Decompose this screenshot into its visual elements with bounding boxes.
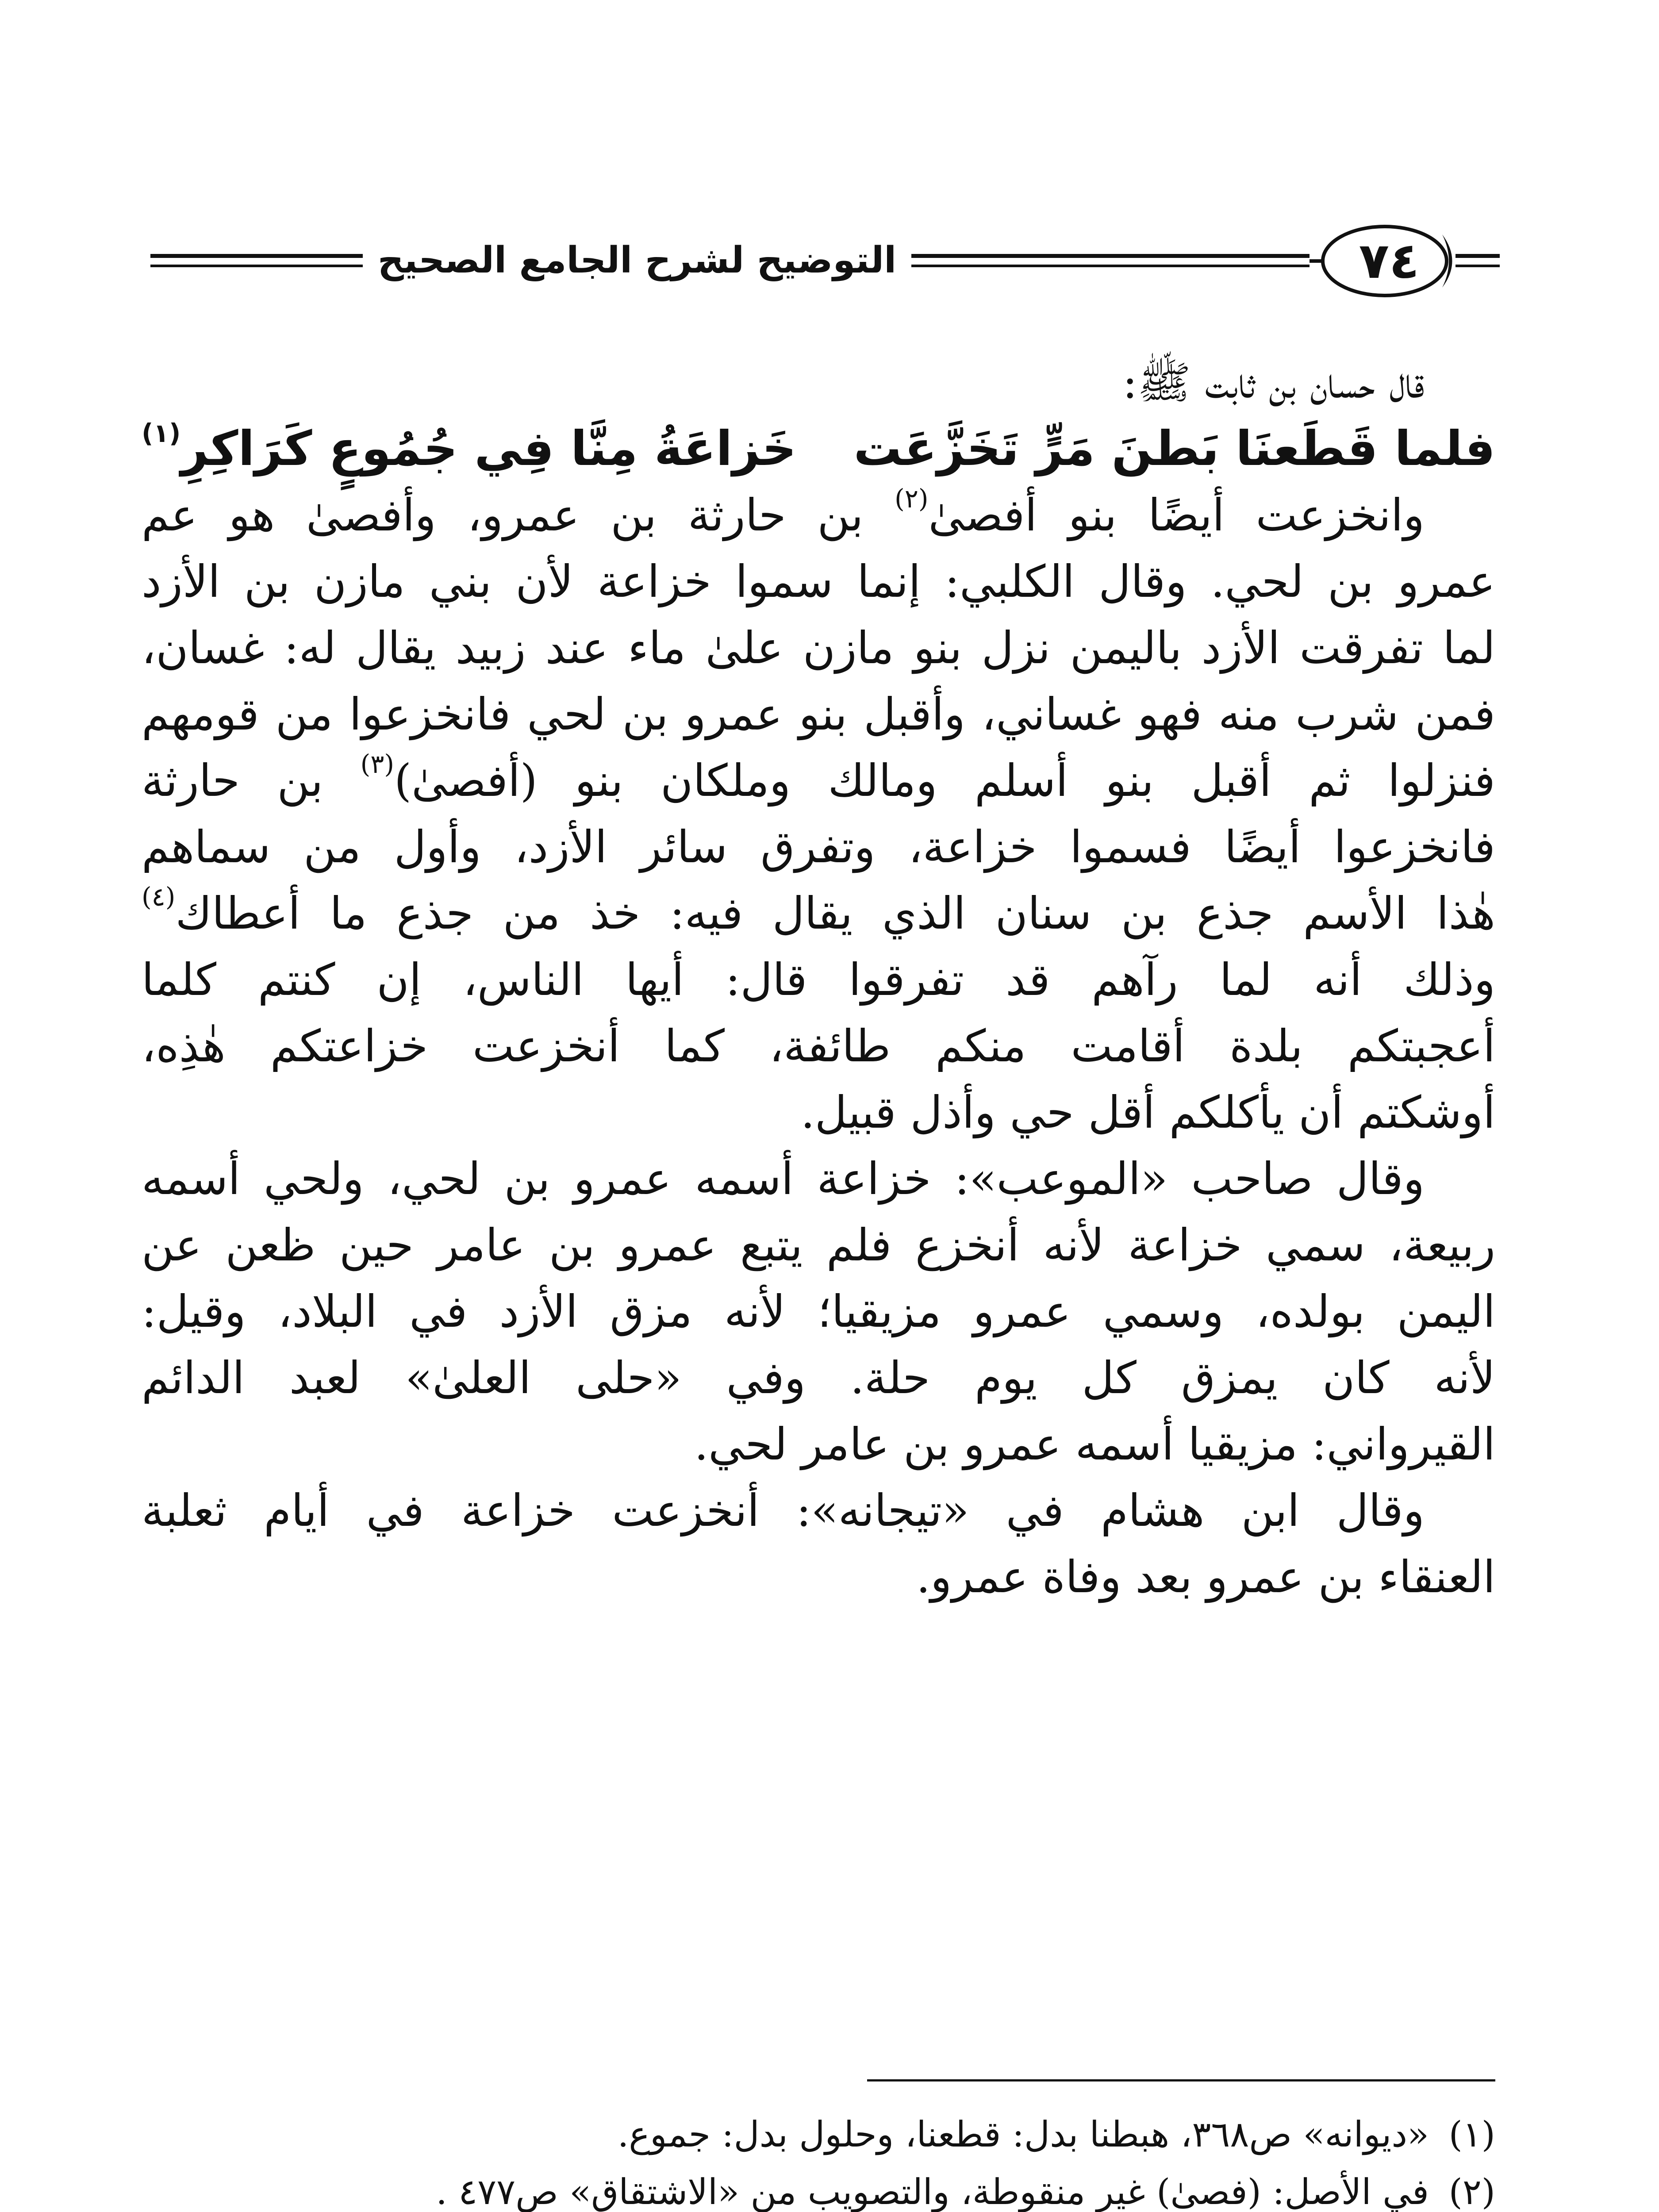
- paragraph-line: العنقاء بن عمرو بعد وفاة عمرو.: [916, 1551, 1495, 1603]
- paragraph-line: [142, 482, 1495, 549]
- paragraph-line: وقال صاحب «الموعب»: خزاعة أسمه عمرو بن لحي، ولحي أسمه: [142, 1153, 1425, 1205]
- paragraph-line: وذلك أنه لما رآهم قد تفرقوا قال: أيها الناس، إن كنتم كلما: [142, 954, 1495, 1006]
- paragraph-line: [142, 880, 1495, 947]
- paragraph-line: عمرو بن لحي. وقال الكلبي: إنما سموا خزاعة لأن بني مازن بن الأزد: [142, 556, 1495, 607]
- verse-second-hemistich-text: خَزاعَةُ مِنَّا فِي جُمُوعٍ كَرَاكِرِ: [180, 421, 797, 476]
- footnote-item: [142, 2106, 1495, 2163]
- footnote-number: (١): [1448, 2114, 1495, 2155]
- paragraph-line: فانخزعوا أيضًا فسموا خزاعة، وتفرق سائر الأزد، وأول من سماهم: [142, 821, 1495, 873]
- poetry-verse: [142, 416, 1495, 482]
- paragraph-line: ربيعة، سمي خزاعة لأنه أنخزع فلم يتبع عمرو بن عامر حين ظعن عن: [142, 1219, 1495, 1271]
- page-header: [133, 208, 1500, 314]
- text-run: هٰذا الأسم جذع بن سنان الذي يقال فيه: خذ من جذع ما أعطاك: [175, 887, 1495, 939]
- verse-intro: قال حسان بن ثابت ﷺ:: [1122, 357, 1425, 408]
- text-run: بن حارثة بن عمرو، وأفصىٰ هو عم: [142, 489, 895, 541]
- verse-first-hemistich: فلما قَطَعنَا بَطنَ مَرٍّ تَخَزَّعَت: [853, 421, 1495, 476]
- footnote-ref: (٣): [360, 749, 395, 779]
- verse-second-hemistich: [142, 416, 796, 482]
- text-run: وانخزعت أيضًا بنو أفصىٰ: [928, 489, 1425, 541]
- page-number: ٧٤: [1359, 232, 1420, 290]
- text-run: بن حارثة: [142, 755, 361, 806]
- paragraph-line: وقال ابن هشام في «تيجانه»: أنخزعت خزاعة في أيام ثعلبة: [142, 1485, 1425, 1536]
- text-run: فنزلوا ثم أقبل بنو أسلم ومالك وملكان بنو (أفصىٰ): [394, 755, 1495, 806]
- footnote-ref: (١): [142, 418, 181, 448]
- running-title: التوضيح لشرح الجامع الصحيح: [377, 239, 897, 281]
- footnote-divider: [867, 2079, 1495, 2081]
- header-rule-left-thin: [150, 265, 363, 267]
- paragraph-line: أوشكتم أن يأكلكم أقل حي وأذل قبيل.: [801, 1087, 1495, 1138]
- header-rule-middle: [911, 254, 1310, 258]
- footnote-text: «ديوانه» ص٣٦٨، هبطنا بدل: قطعنا، وحلول بدل: جموع.: [617, 2114, 1429, 2155]
- header-rule-middle-thin: [911, 265, 1310, 267]
- paragraph-line: [142, 748, 1495, 814]
- paragraph-line: القيرواني: مزيقيا أسمه عمرو بن عامر لحي.: [694, 1418, 1495, 1470]
- footnote-item: [142, 2163, 1495, 2212]
- footnote-ref: (٤): [142, 882, 176, 912]
- header-rule-left: [150, 254, 363, 258]
- paragraph-line: لما تفرقت الأزد باليمن نزل بنو مازن علىٰ ماء عند زبيد يقال له: غسان،: [142, 622, 1495, 674]
- paragraph-line: فمن شرب منه فهو غساني، وأقبل بنو عمرو بن لحي فانخزعوا من قومهم: [142, 688, 1495, 740]
- paragraph-line: لأنه كان يمزق كل يوم حلة. وفي «حلى العلىٰ» لعبد الدائم: [142, 1352, 1495, 1404]
- footnote-text: في الأصل: (فصىٰ) غير منقوطة، والتصويب من «الاشتقاق» ص٤٧٧ .: [436, 2171, 1429, 2212]
- footnote-ref: (٢): [895, 484, 929, 514]
- paragraph-line: أعجبتكم بلدة أقامت منكم طائفة، كما أنخزعت خزاعتكم هٰذِه،: [142, 1020, 1495, 1072]
- paragraph-line: اليمن بولده، وسمي عمرو مزيقيا؛ لأنه مزق الأزد في البلاد، وقيل:: [142, 1286, 1495, 1337]
- footnote-number: (٢): [1448, 2171, 1495, 2212]
